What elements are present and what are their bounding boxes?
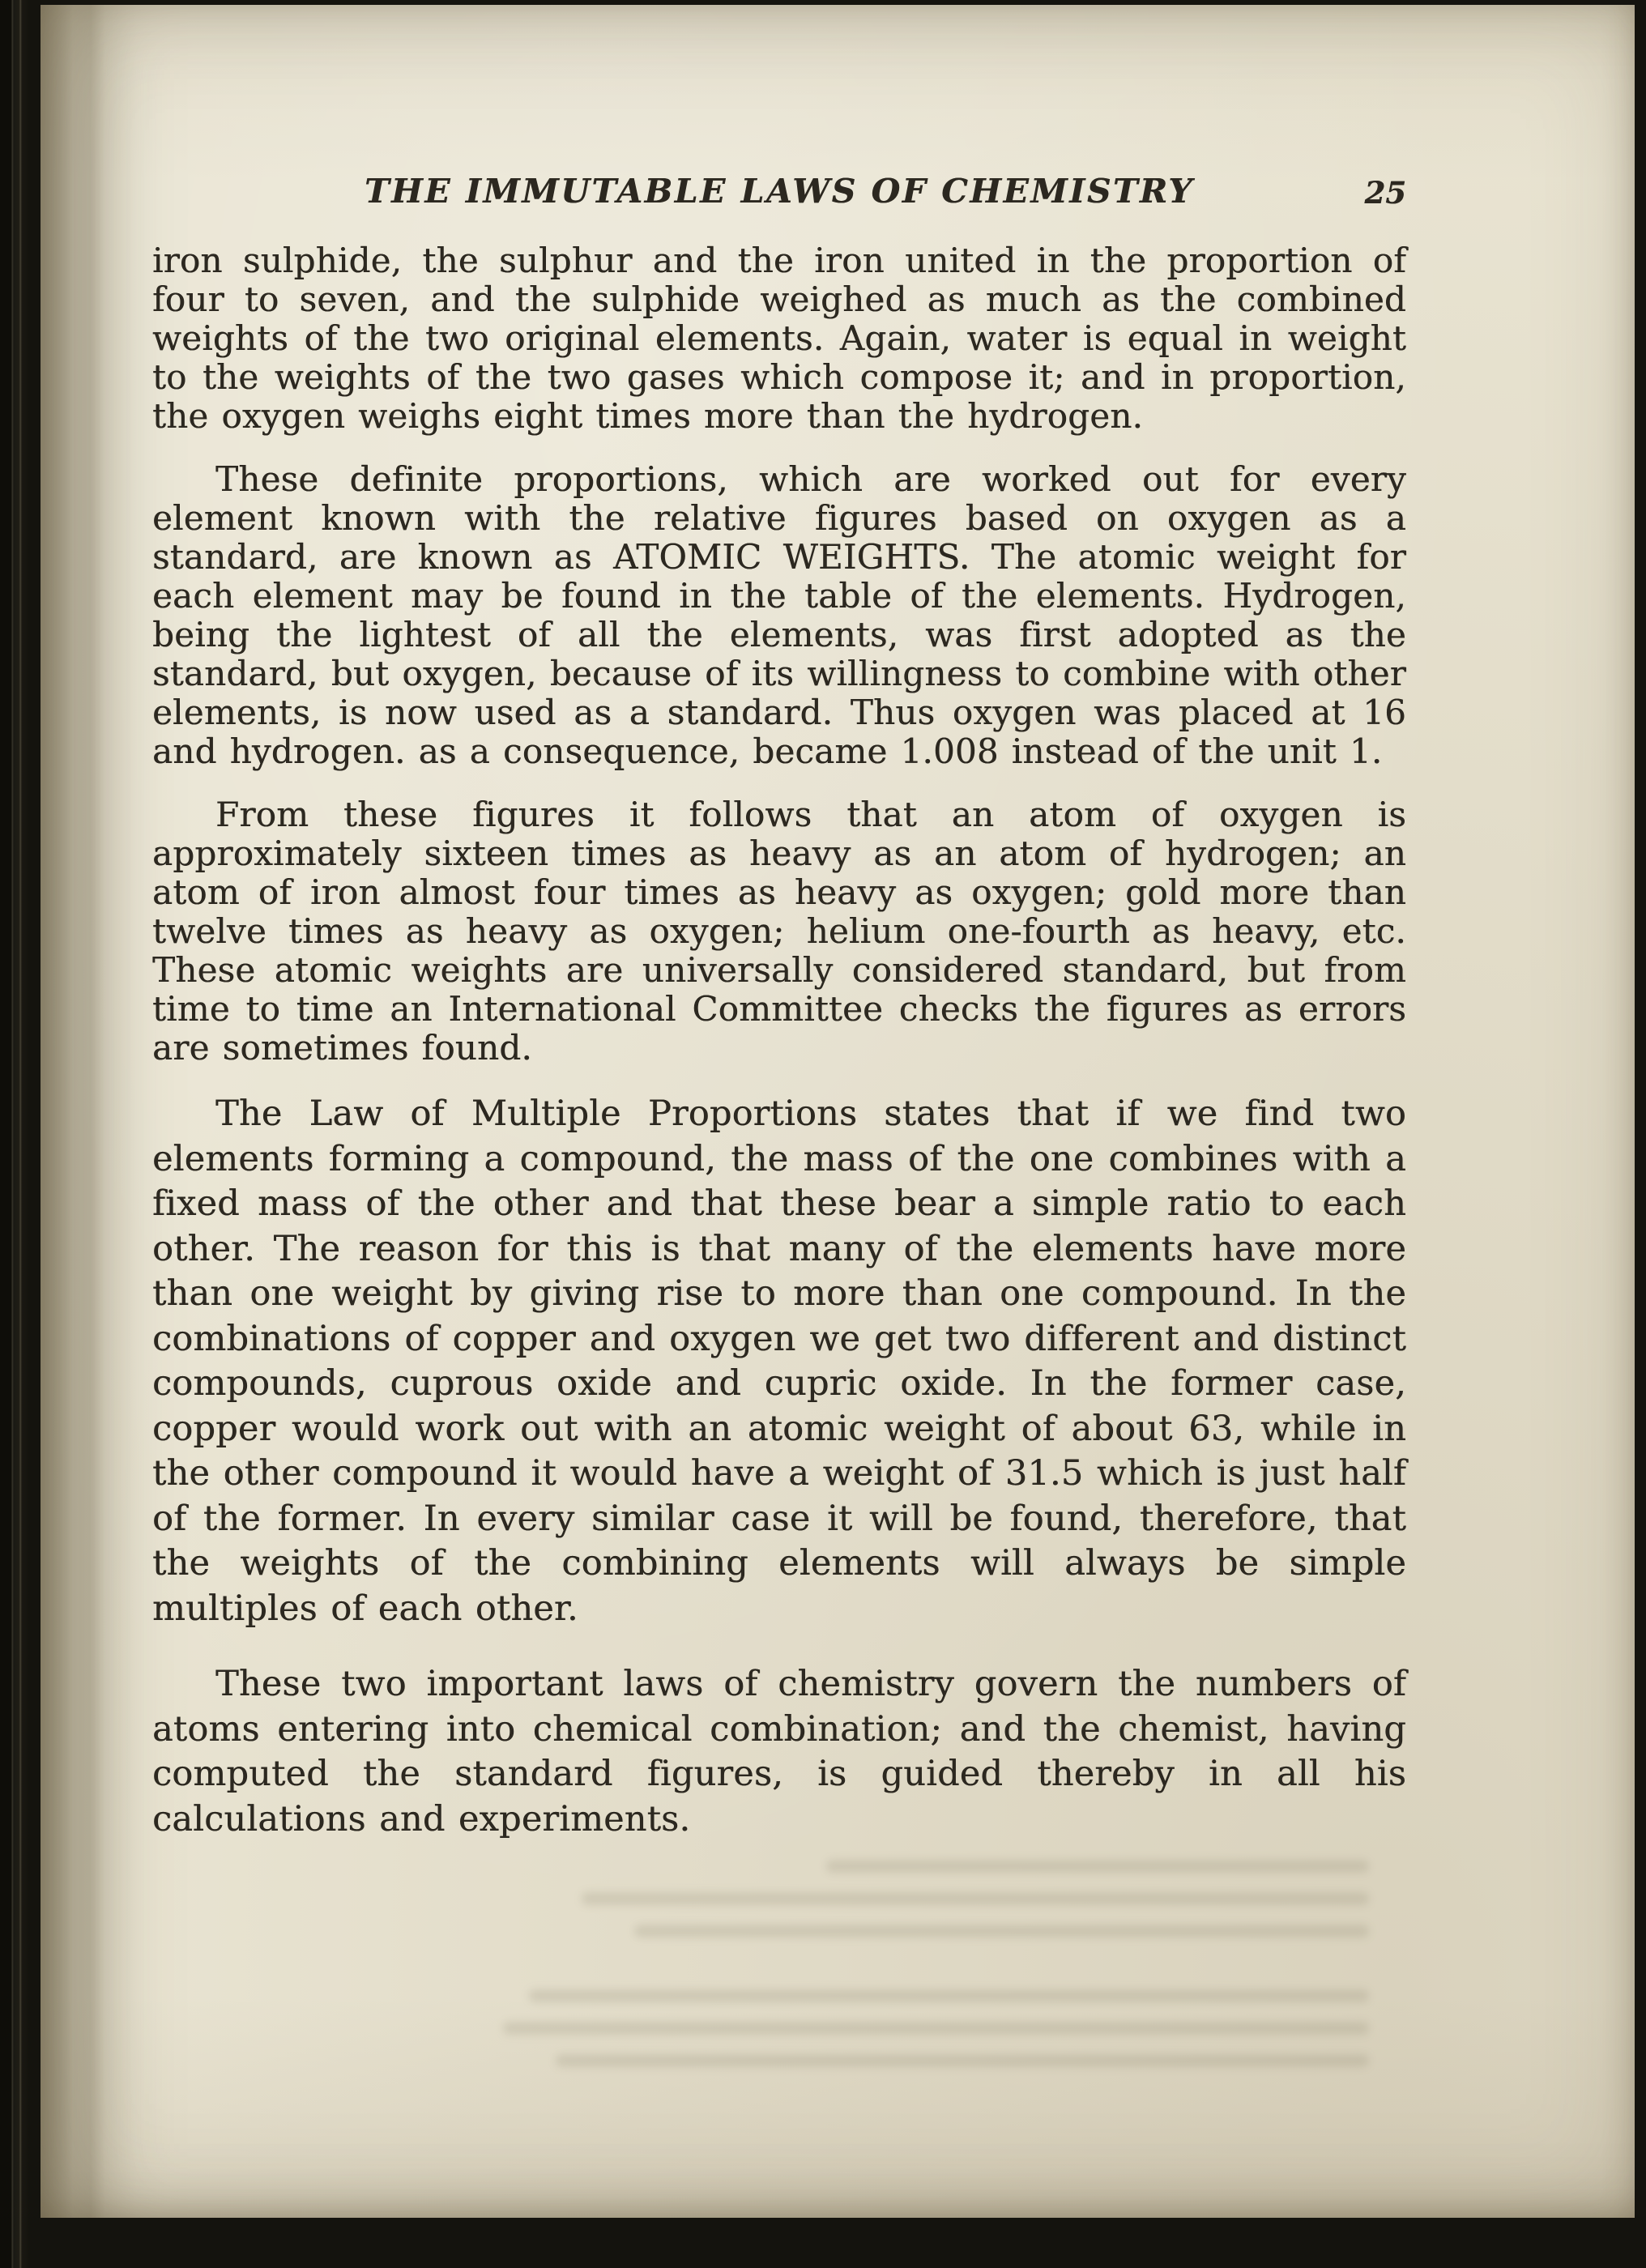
binding-shadow: [41, 5, 138, 2218]
page-header: [152, 172, 1406, 217]
ghost-line: [634, 1925, 1369, 1938]
ghost-line: [556, 2054, 1369, 2067]
book-page: [41, 5, 1635, 2218]
paragraph-relative-weights: From these figures it follows that an atom of oxygen is approximately sixteen times as heavy as an atom of hydrogen; an atom of iron almost four times as heavy as oxygen; gold more than twelve times as heavy as oxygen; helium one-fourth as heavy, etc. These atomic weights are universally considered standard, but from time to time an International Committee checks the figures as errors are sometimes found.: [152, 795, 1406, 1068]
page-content: [152, 5, 1406, 1873]
page-number: 25: [1364, 175, 1406, 211]
ghost-line: [582, 1892, 1369, 1905]
paragraph-atomic-weights: These definite proportions, which are worked out for every element known with the relative figures based on oxygen as a standard, are known as ATOMIC WEIGHTS. The atomic weight for each element may be found in the table of the elements. Hydrogen, being the lightest of all the elements, was first adopted as the standard, but oxygen, because of its willingness to combine with other elements, is now used as a standard. Thus oxygen was placed at 16 and hydrogen. as a consequence, became 1.008 instead of the unit 1.: [152, 459, 1406, 771]
book-gutter-edges: [0, 0, 42, 2268]
ghost-line: [529, 1989, 1369, 2002]
paragraph-continuation: iron sulphide, the sulphur and the iron united in the proportion of four to seven, and the sulphide weighed as much as the combined weights of the two original elements. Again, water is equal in weight to the weights of the two gases which compose it; and in proportion, the oxygen weighs eight times more than the hydrogen.: [152, 241, 1406, 436]
page-title: THE IMMUTABLE LAWS OF CHEMISTRY: [364, 172, 1195, 211]
paragraph-conclusion: These two important laws of chemistry govern the numbers of atoms entering into chemical combination; and the chemist, having computed the standard figures, is guided thereby in all his calculations and experiments.: [152, 1664, 1406, 1840]
ghost-line: [503, 2022, 1369, 2035]
showthrough-ghost-text: [494, 1860, 1369, 2087]
paragraph-multiple-proportions: The Law of Multiple Proportions states that if we find two elements forming a compound, the mass of the one combines with a fixed mass of the other and that these bear a simple ratio to each other. The reason for this is that many of the elements have more than one weight by giving rise to more than one compound. In the combinations of copper and oxygen we get two different and distinct compounds, cuprous oxide and cupric oxide. In the former case, copper would work out with an atomic weight of about 63, while in the other compound it would have a weight of 31.5 which is just half of the former. In every similar case it will be found, therefore, that the weights of the combining elements will always be simple multiples of each other.: [152, 1094, 1406, 1629]
